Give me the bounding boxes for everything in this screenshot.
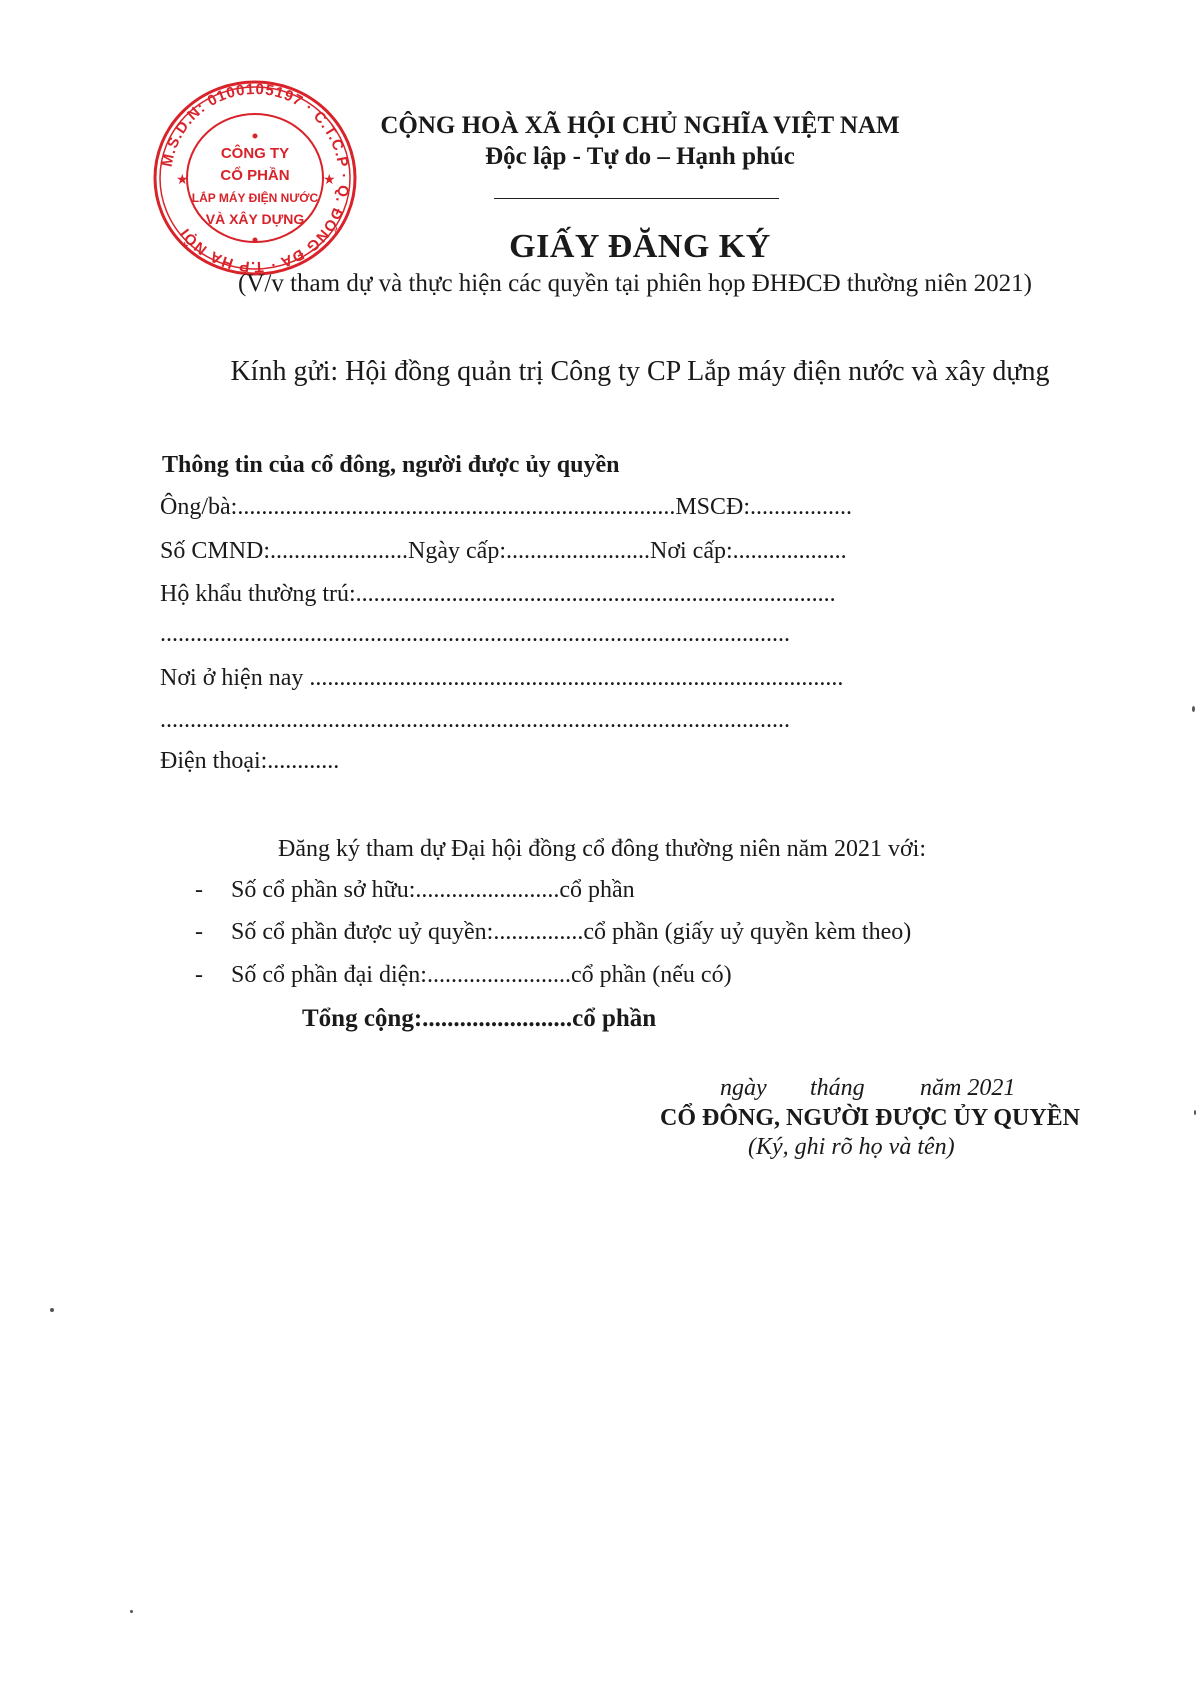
header-divider — [494, 198, 779, 199]
date-month-label: tháng — [810, 1075, 865, 1101]
company-seal — [148, 78, 362, 278]
scan-speck — [1194, 1110, 1196, 1115]
document-subtitle: (V/v tham dự và thực hiện các quyền tại phiên họp ĐHĐCĐ thường niên 2021) — [238, 270, 1032, 297]
document-title: GIẤY ĐĂNG KÝ — [509, 228, 771, 265]
signatory-title: CỔ ĐÔNG, NGƯỜI ĐƯỢC ỦY QUYỀN — [660, 1105, 1080, 1131]
owned-shares-text: Số cổ phần sở hữu:........................cổ phần — [231, 877, 635, 903]
seal-line-4: VÀ XÂY DỰNG — [205, 211, 305, 227]
recipient-line: Kính gửi: Hội đồng quản trị Công ty CP Lắp máy điện nước và xây dựng — [230, 356, 1050, 387]
total-shares-line: Tổng cộng:........................cổ phần — [302, 1005, 657, 1032]
list-dash: - — [195, 877, 203, 903]
seal-line-2: CỔ PHẦN — [220, 167, 290, 184]
signature-note: (Ký, ghi rõ họ và tên) — [748, 1134, 955, 1160]
permanent-address-continuation: ......................................................................................................... — [160, 621, 790, 647]
owned-shares-item — [195, 877, 635, 904]
scan-speck — [130, 1610, 133, 1613]
date-line — [720, 1075, 1015, 1102]
scan-speck — [1192, 706, 1195, 712]
seal-ring-text: M.S.D.N: 0100105197 · C.T.C.P · Q. ĐỐNG ĐA · T.P HÀ NỘI — [158, 80, 353, 276]
phone-field: Điện thoại:............ — [160, 748, 340, 774]
authorized-shares-item — [195, 919, 911, 946]
motto-heading: Độc lập - Tự do – Hạnh phúc — [485, 143, 795, 170]
svg-text:★: ★ — [323, 171, 336, 187]
date-year-label: năm 2021 — [920, 1075, 1016, 1101]
list-dash: - — [195, 962, 203, 988]
seal-line-1: CÔNG TY — [220, 145, 290, 162]
name-field: Ông/bà:.........................................................................MSCĐ:................. — [160, 494, 853, 520]
info-section-heading: Thông tin của cổ đông, người được ủy quyền — [162, 452, 620, 478]
date-day-label: ngày — [720, 1075, 767, 1101]
list-dash: - — [195, 919, 203, 945]
registration-intro: Đăng ký tham dự Đại hội đồng cổ đông thường niên năm 2021 với: — [278, 836, 926, 862]
nation-heading: CỘNG HOÀ XÃ HỘI CHỦ NGHĨA VIỆT NAM — [380, 112, 900, 139]
id-card-field: Số CMND:.......................Ngày cấp:........................Nơi cấp:................... — [160, 538, 847, 564]
current-address-continuation: ......................................................................................................... — [160, 707, 790, 733]
seal-line-3: LẮP MÁY ĐIỆN NƯỚC — [191, 191, 319, 205]
svg-text:★: ★ — [176, 171, 189, 187]
current-address-field: Nơi ở hiện nay ......................................................................................... — [160, 665, 844, 691]
scan-speck — [50, 1308, 54, 1312]
represented-shares-text: Số cổ phần đại diện:........................cổ phần (nếu có) — [231, 962, 732, 988]
permanent-address-field: Hộ khẩu thường trú:................................................................................ — [160, 581, 836, 607]
authorized-shares-text: Số cổ phần được uỷ quyền:...............cổ phần (giấy uỷ quyền kèm theo) — [231, 919, 912, 945]
represented-shares-item — [195, 962, 732, 989]
